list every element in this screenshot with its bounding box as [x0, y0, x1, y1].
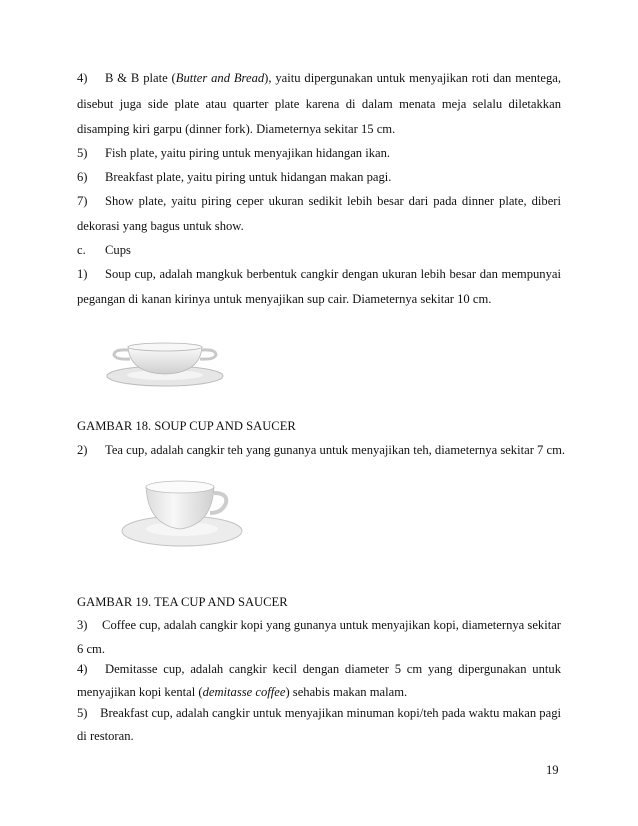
cup-4-line-2: menyajikan kopi kental (demitasse coffee) sehabis makan malam. — [77, 685, 408, 699]
cup-2 — [77, 442, 566, 458]
item-6 — [77, 169, 561, 185]
item-5-text: Fish plate, yaitu piring untuk menyajikan hidangan ikan. — [105, 146, 391, 160]
cup-2-number: 2) — [77, 443, 88, 457]
item-5-number: 5) — [77, 146, 88, 160]
cup-4-line-1: 4) Demitasse cup, adalah cangkir kecil dengan diameter 5 cm yang dipergunakan untuk — [77, 662, 561, 676]
cup-5-line-1: 5) Breakfast cup, adalah cangkir untuk menyajikan minuman kopi/teh pada waktu makan pagi — [77, 706, 561, 720]
item-4-line-1: 4) B & B plate (Butter and Bread), yaitu dipergunakan untuk menyajikan roti dan mentega, — [77, 71, 562, 85]
cup-3-number: 3) — [77, 618, 88, 632]
cup-1-line-1: 1) Soup cup, adalah mangkuk berbentuk cangkir dengan ukuran lebih besar dan mempunyai — [77, 267, 561, 281]
item-4-line-2: disebut juga side plate atau quarter plate karena di dalam menata meja selalu diletakkan — [77, 97, 561, 111]
cup-1-number: 1) — [77, 267, 88, 281]
item-6-number: 6) — [77, 170, 88, 184]
item-5 — [77, 145, 561, 161]
section-c-letter: c. — [77, 243, 86, 257]
cup-1-line-2: pegangan di kanan kirinya untuk menyajikan sup cair. Diameternya sekitar 10 cm. — [77, 292, 492, 306]
cup-4-number: 4) — [77, 662, 88, 676]
item-6-text: Breakfast plate, yaitu piring untuk hidangan makan pagi. — [105, 170, 392, 184]
item-4-number: 4) — [77, 71, 88, 85]
item-7-line-1: 7) Show plate, yaitu piring ceper ukuran sedikit lebih besar dari pada dinner plate, diberi — [77, 194, 561, 208]
cup-5-line-2: di restoran. — [77, 729, 134, 743]
page-number: 19 — [546, 763, 559, 777]
item-7-line-2: dekorasi yang bagus untuk show. — [77, 219, 244, 233]
cup-5-number: 5) — [77, 706, 88, 720]
item-7-number: 7) — [77, 194, 88, 208]
cup-3-line-2: 6 cm. — [77, 642, 105, 656]
cup-2-text: Tea cup, adalah cangkir teh yang gunanya untuk menyajikan teh, diameternya sekitar 7 cm. — [105, 443, 566, 457]
figure-18-caption: GAMBAR 18. SOUP CUP AND SAUCER — [77, 419, 296, 433]
tea-cup-image — [118, 473, 246, 551]
item-4-line-3: disamping kiri garpu (dinner fork). Diameternya sekitar 15 cm. — [77, 122, 396, 136]
section-c-heading — [77, 242, 561, 258]
cup-3-line-1: 3) Coffee cup, adalah cangkir kopi yang gunanya untuk menyajikan kopi, diameternya sekitar — [77, 618, 561, 632]
section-c-title: Cups — [105, 243, 131, 257]
figure-19-caption: GAMBAR 19. TEA CUP AND SAUCER — [77, 595, 288, 609]
soup-cup-image — [100, 335, 230, 390]
